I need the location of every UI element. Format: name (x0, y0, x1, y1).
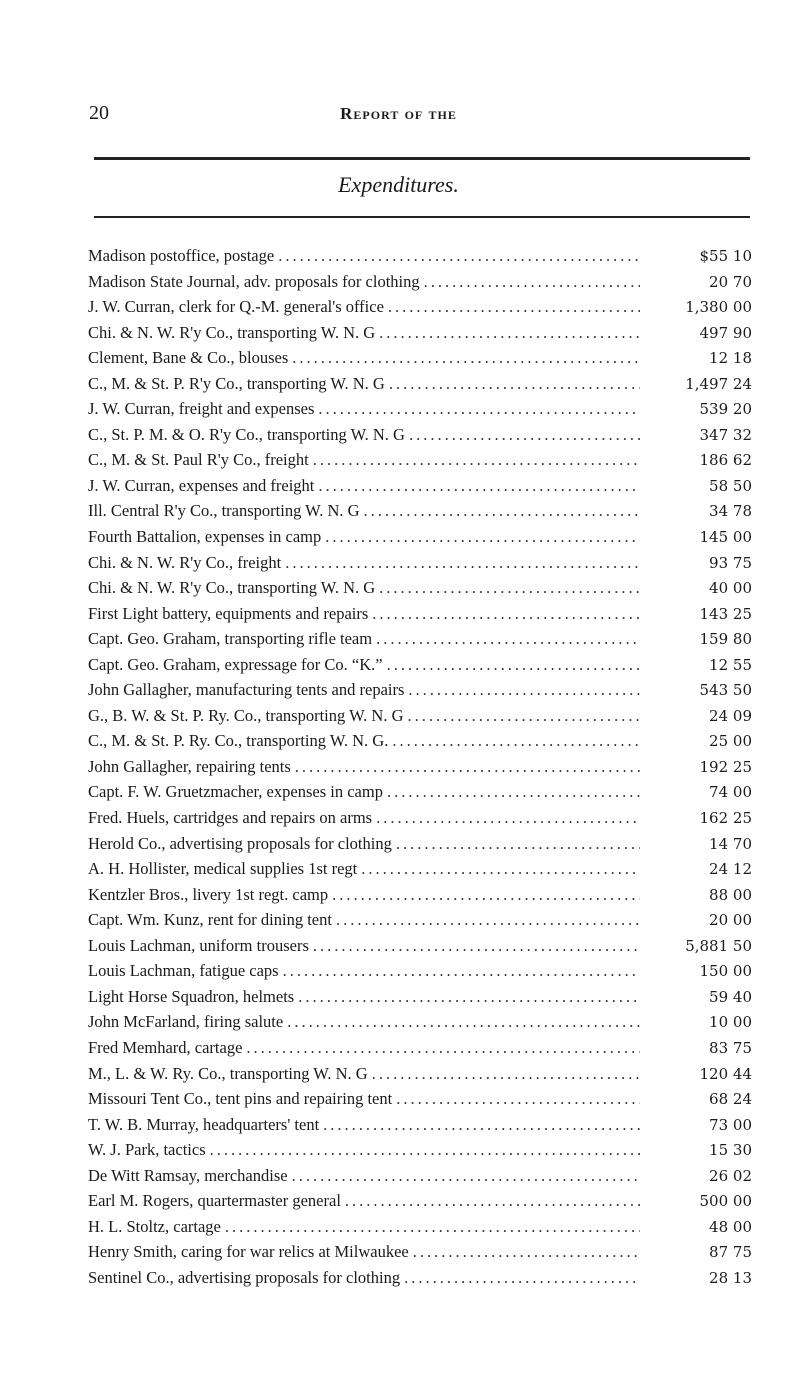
dot-leader (364, 501, 640, 521)
dot-leader (336, 910, 640, 930)
expenditure-row (88, 399, 752, 425)
expenditure-row (88, 246, 752, 272)
dot-leader (292, 348, 640, 368)
expenditure-amount: 145 00 (699, 528, 752, 547)
dot-leader (292, 1166, 640, 1186)
expenditure-amount: 150 00 (699, 962, 752, 981)
expenditure-row (88, 1191, 752, 1217)
expenditure-amount: 347 32 (699, 425, 752, 444)
expenditure-amount: 162 25 (699, 809, 752, 828)
expenditure-row (88, 1089, 752, 1115)
expenditure-amount: 15 30 (709, 1141, 752, 1160)
expenditure-description: Chi. & N. W. R'y Co., transporting W. N. G (88, 322, 376, 342)
running-head: Report of the (340, 104, 457, 123)
expenditure-amount: $55 10 (699, 247, 752, 265)
expenditure-amount: 186 62 (699, 451, 752, 470)
expenditure-amount: 120 44 (699, 1064, 752, 1083)
expenditure-description: C., M. & St. Paul R'y Co., freight (88, 450, 309, 470)
expenditure-row (88, 731, 752, 757)
section-title: Expenditures. (338, 172, 459, 197)
expenditure-amount: 1,497 24 (685, 374, 752, 393)
expenditure-amount: 74 00 (709, 783, 752, 802)
expenditure-amount: 159 80 (699, 630, 752, 649)
expenditure-amount: 28 13 (709, 1268, 752, 1287)
dot-leader (285, 553, 640, 573)
expenditure-row (88, 987, 752, 1013)
expenditure-amount: 59 40 (709, 987, 752, 1006)
expenditure-row (88, 757, 752, 783)
expenditure-amount: 24 09 (709, 706, 752, 725)
expenditure-amount: 12 55 (709, 655, 752, 674)
expenditure-row (88, 1166, 752, 1192)
expenditure-amount: 143 25 (699, 604, 752, 623)
dot-leader (345, 1191, 640, 1211)
dot-leader (376, 808, 640, 828)
expenditure-amount: 497 90 (699, 323, 752, 342)
expenditure-row (88, 961, 752, 987)
expenditure-amount: 24 12 (709, 860, 752, 879)
dot-leader (408, 680, 640, 700)
expenditure-description: Henry Smith, caring for war relics at Milwaukee (88, 1242, 409, 1262)
dot-leader (313, 936, 640, 956)
expenditure-amount: 20 70 (709, 272, 752, 291)
expenditure-amount: 34 78 (709, 502, 752, 521)
expenditure-row (88, 297, 752, 323)
expenditure-row (88, 910, 752, 936)
dot-leader (295, 757, 640, 777)
dot-leader (389, 374, 640, 394)
expenditure-description: G., B. W. & St. P. Ry. Co., transporting W. N. G (88, 705, 404, 725)
expenditure-description: Fourth Battalion, expenses in camp (88, 527, 322, 547)
expenditure-description: Capt. Wm. Kunz, rent for dining tent (88, 910, 332, 930)
dot-leader (376, 629, 640, 649)
expenditure-description: Herold Co., advertising proposals for clothing (88, 833, 392, 853)
expenditure-amount: 5,881 50 (685, 936, 752, 955)
expenditure-row (88, 859, 752, 885)
dot-leader (225, 1217, 640, 1237)
expenditure-description: A. H. Hollister, medical supplies 1st regt (88, 859, 358, 879)
expenditure-amount: 68 24 (709, 1090, 752, 1109)
dot-leader (392, 731, 640, 751)
expenditure-description: Madison State Journal, adv. proposals for clothing (88, 271, 420, 291)
dot-leader (413, 1242, 640, 1262)
expenditure-amount: 48 00 (709, 1217, 752, 1236)
dot-leader (325, 527, 640, 547)
dot-leader (387, 655, 640, 675)
expenditure-amount: 12 18 (709, 349, 752, 368)
expenditure-description: Fred Memhard, cartage (88, 1037, 243, 1057)
expenditure-row (88, 1217, 752, 1243)
expenditure-row (88, 323, 752, 349)
dot-leader (332, 885, 640, 905)
expenditure-description: Light Horse Squadron, helmets (88, 986, 295, 1006)
expenditure-description: Louis Lachman, fatigue caps (88, 961, 279, 981)
dot-leader (424, 272, 640, 292)
dot-leader (298, 987, 640, 1007)
dot-leader (246, 1038, 640, 1058)
dot-leader (372, 604, 640, 624)
dot-leader (318, 476, 640, 496)
expenditure-description: Missouri Tent Co., tent pins and repairing tent (88, 1089, 393, 1109)
expenditure-description: Kentzler Bros., livery 1st regt. camp (88, 884, 329, 904)
dot-leader (404, 1268, 640, 1288)
top-rule (94, 157, 750, 160)
expenditure-description: Louis Lachman, uniform trousers (88, 935, 309, 955)
expenditure-description: J. W. Curran, freight and expenses (88, 399, 315, 419)
expenditure-row (88, 1242, 752, 1268)
expenditure-amount: 543 50 (699, 681, 752, 700)
expenditure-row (88, 450, 752, 476)
expenditure-row (88, 1038, 752, 1064)
expenditure-description: Chi. & N. W. R'y Co., freight (88, 552, 282, 572)
expenditure-description: First Light battery, equipments and repairs (88, 603, 369, 623)
dot-leader (283, 961, 640, 981)
expenditure-amount: 93 75 (709, 553, 752, 572)
expenditure-description: Ill. Central R'y Co., transporting W. N. G (88, 501, 360, 521)
expenditure-row (88, 655, 752, 681)
dot-leader (379, 578, 640, 598)
expenditure-amount: 88 00 (709, 885, 752, 904)
expenditure-description: John McFarland, firing salute (88, 1012, 284, 1032)
expenditure-description: John Gallagher, manufacturing tents and repairs (88, 680, 405, 700)
expenditure-row (88, 1268, 752, 1294)
page-number: 20 (89, 102, 109, 124)
dot-leader (318, 399, 640, 419)
expenditure-row (88, 1115, 752, 1141)
dot-leader (387, 782, 640, 802)
expenditure-description: T. W. B. Murray, headquarters' tent (88, 1114, 320, 1134)
expenditure-description: Madison postoffice, postage (88, 246, 275, 265)
dot-leader (409, 425, 640, 445)
expenditure-row (88, 476, 752, 502)
expenditure-amount: 10 00 (709, 1013, 752, 1032)
dot-leader (210, 1140, 640, 1160)
expenditure-row (88, 629, 752, 655)
expenditure-row (88, 272, 752, 298)
expenditure-row (88, 782, 752, 808)
expenditure-description: C., M. & St. P. R'y Co., transporting W. N. G (88, 373, 385, 393)
expenditure-row (88, 374, 752, 400)
expenditure-description: John Gallagher, repairing tents (88, 756, 291, 776)
expenditure-row (88, 834, 752, 860)
expenditure-description: Capt. F. W. Gruetzmacher, expenses in camp (88, 782, 383, 802)
expenditure-amount: 26 02 (709, 1166, 752, 1185)
dot-leader (396, 834, 640, 854)
expenditure-description: Earl M. Rogers, quartermaster general (88, 1191, 341, 1211)
expenditure-description: Clement, Bane & Co., blouses (88, 348, 289, 368)
expenditure-description: J. W. Curran, clerk for Q.-M. general's office (88, 297, 384, 317)
dot-leader (407, 706, 640, 726)
expenditure-row (88, 578, 752, 604)
expenditure-row (88, 425, 752, 451)
dot-leader (313, 450, 640, 470)
expenditure-description: Fred. Huels, cartridges and repairs on arms (88, 808, 373, 828)
expenditure-row (88, 680, 752, 706)
expenditure-row (88, 885, 752, 911)
expenditure-row (88, 1012, 752, 1038)
dot-leader (396, 1089, 640, 1109)
dot-leader (278, 246, 640, 266)
expenditure-row (88, 706, 752, 732)
expenditure-amount: 20 00 (709, 911, 752, 930)
expenditure-amount: 14 70 (709, 834, 752, 853)
expenditure-description: Sentinel Co., advertising proposals for clothing (88, 1267, 401, 1287)
expenditure-description: M., L. & W. Ry. Co., transporting W. N. G (88, 1063, 368, 1083)
expenditure-amount: 40 00 (709, 579, 752, 598)
expenditure-amount: 83 75 (709, 1038, 752, 1057)
expenditure-description: Capt. Geo. Graham, transporting rifle team (88, 629, 373, 649)
expenditure-amount: 500 00 (699, 1192, 752, 1211)
expenditure-row (88, 501, 752, 527)
expenditure-description: De Witt Ramsay, merchandise (88, 1165, 288, 1185)
expenditure-row (88, 936, 752, 962)
expenditure-description: C., St. P. M. & O. R'y Co., transporting W. N. G (88, 424, 405, 444)
bottom-rule (94, 216, 750, 218)
expenditure-row (88, 604, 752, 630)
expenditure-row (88, 1140, 752, 1166)
expenditure-row (88, 553, 752, 579)
expenditure-amount: 539 20 (699, 400, 752, 419)
dot-leader (372, 1064, 640, 1084)
expenditure-description: H. L. Stoltz, cartage (88, 1216, 221, 1236)
expenditure-amount: 25 00 (709, 732, 752, 751)
expenditure-row (88, 527, 752, 553)
expenditure-description: C., M. & St. P. Ry. Co., transporting W. N. G. (88, 731, 389, 751)
expenditure-description: J. W. Curran, expenses and freight (88, 475, 315, 495)
expenditure-amount: 87 75 (709, 1243, 752, 1262)
dot-leader (287, 1012, 640, 1032)
expenditure-row (88, 348, 752, 374)
expenditure-list (88, 246, 752, 1293)
expenditure-row (88, 808, 752, 834)
dot-leader (361, 859, 640, 879)
dot-leader (388, 297, 640, 317)
expenditure-amount: 1,380 00 (685, 298, 752, 317)
expenditure-row (88, 1064, 752, 1090)
expenditure-description: Chi. & N. W. R'y Co., transporting W. N. G (88, 578, 376, 598)
expenditure-amount: 192 25 (699, 757, 752, 776)
dot-leader (323, 1115, 640, 1135)
expenditure-description: Capt. Geo. Graham, expressage for Co. “K.” (88, 654, 383, 674)
expenditure-amount: 58 50 (709, 476, 752, 495)
expenditure-amount: 73 00 (709, 1115, 752, 1134)
dot-leader (379, 323, 640, 343)
expenditure-description: W. J. Park, tactics (88, 1140, 206, 1160)
